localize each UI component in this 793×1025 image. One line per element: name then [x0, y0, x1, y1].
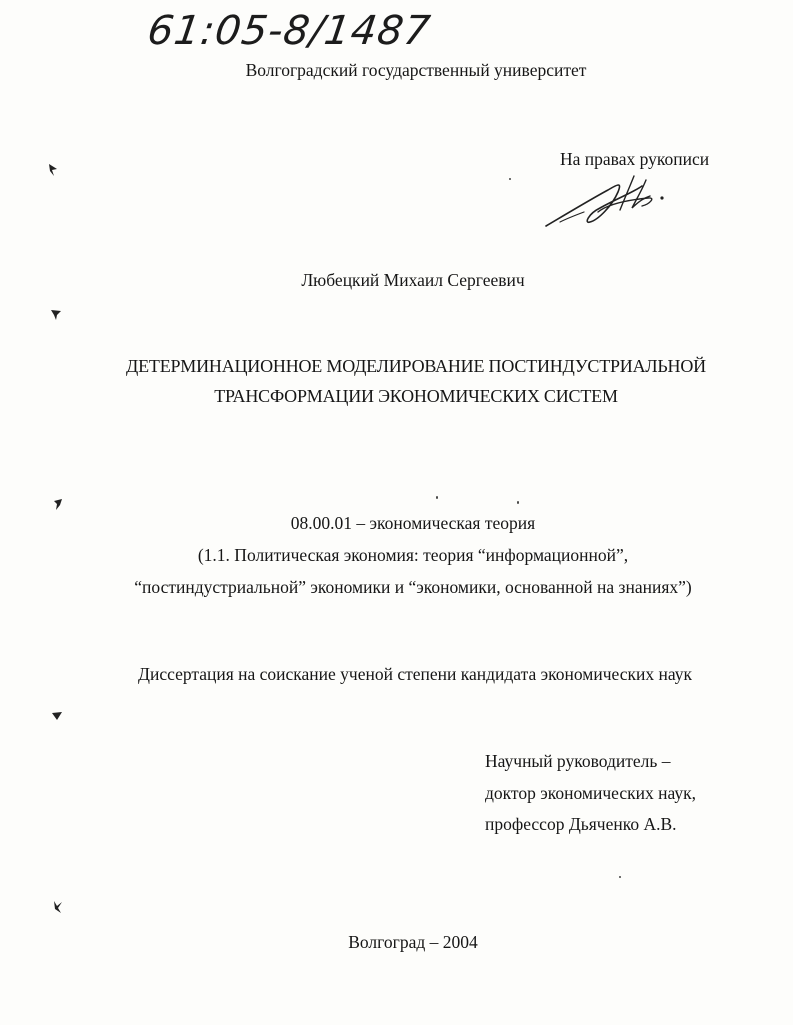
scan-speck [517, 501, 519, 504]
binding-hole-mark-3 [51, 497, 65, 513]
manuscript-rights-note: На правах рукописи [560, 149, 710, 169]
dissertation-title-line-2: ТРАНСФОРМАЦИИ ЭКОНОМИЧЕСКИХ СИСТЕМ [214, 386, 618, 406]
binding-hole-mark-1 [46, 162, 60, 178]
city-and-year: Волгоград – 2004 [348, 932, 478, 952]
specialty-description-line-2: “постиндустриальной” экономики и “экономики, основанной на знаниях”) [134, 577, 692, 597]
dissertation-title-line-1: ДЕТЕРМИНАЦИОННОЕ МОДЕЛИРОВАНИЕ ПОСТИНДУСТРИАЛЬНОЙ [126, 356, 706, 376]
binding-hole-mark-2 [49, 307, 63, 323]
signature-image [538, 168, 688, 238]
scan-speck [436, 496, 438, 499]
scan-speck [509, 178, 511, 180]
author-name: Любецкий Михаил Сергеевич [301, 270, 525, 290]
binding-hole-mark-5 [50, 899, 64, 915]
binding-hole-mark-4 [50, 709, 64, 725]
archive-code-handwritten: 61:05-8/1487 [144, 8, 434, 54]
supervisor-name: профессор Дьяченко А.В. [485, 814, 677, 834]
supervisor-heading: Научный руководитель – [485, 751, 671, 771]
specialty-description-line-1: (1.1. Политическая экономия: теория “информационной”, [197, 545, 629, 565]
supervisor-degree: доктор экономических наук, [485, 783, 696, 803]
university-name: Волгоградский государственный университет [245, 60, 587, 80]
scan-speck [619, 876, 621, 878]
degree-statement: Диссертация на соискание ученой степени кандидата экономических наук [138, 664, 692, 684]
specialty-code: 08.00.01 – экономическая теория [290, 513, 536, 533]
